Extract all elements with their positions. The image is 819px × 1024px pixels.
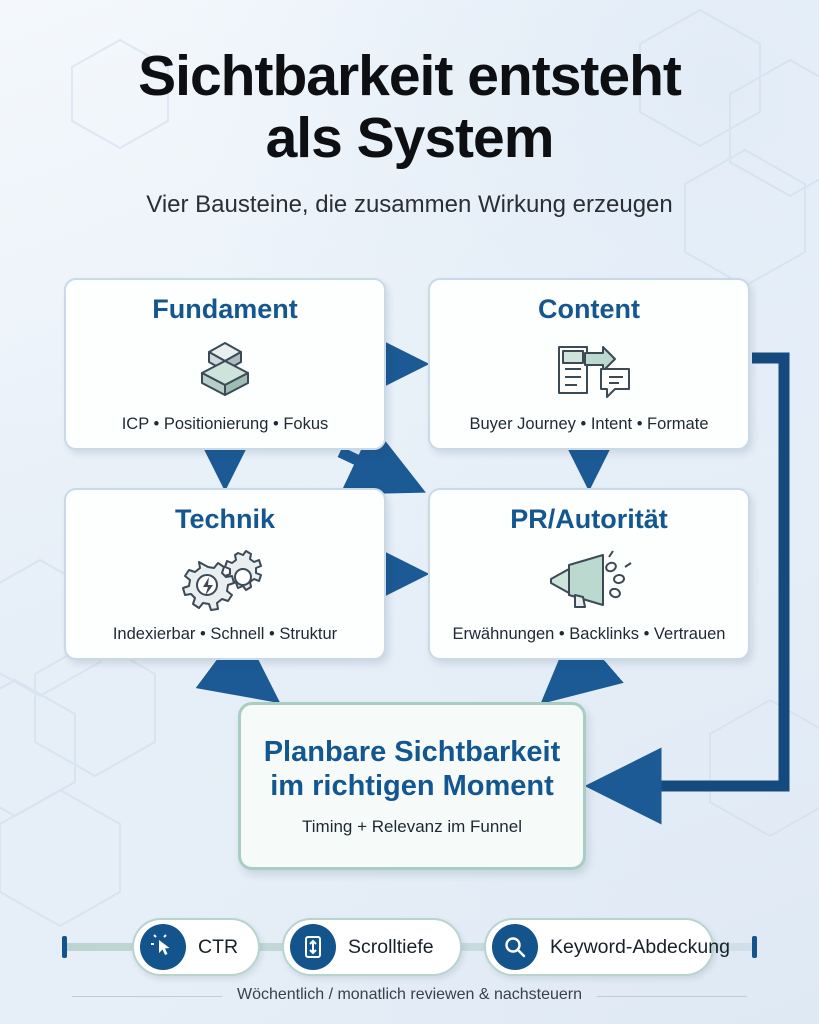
gears-bolt-icon — [66, 535, 384, 625]
page-title-line-1: Sichtbarkeit entsteht — [138, 44, 681, 108]
result-subtitle: Timing + Relevanz im Funnel — [302, 817, 522, 837]
metrics-footer — [0, 908, 819, 1024]
footnote-rule-left — [72, 996, 222, 997]
metric-label-keyword: Keyword-Abdeckung — [550, 935, 730, 958]
metric-pill-keyword-abdeckung[interactable] — [484, 918, 730, 976]
system-diagram — [0, 272, 819, 912]
header — [0, 46, 819, 219]
megaphone-icon — [430, 535, 748, 625]
page-subtitle: Vier Bausteine, die zusammen Wirkung erzeugen — [146, 191, 673, 219]
card-content-title: Content — [538, 294, 640, 324]
metric-pill-scrolltiefe[interactable] — [282, 918, 462, 976]
page-title-line-2: als System — [265, 105, 554, 170]
track-cap-right — [752, 936, 757, 958]
card-pr-autoritaet[interactable] — [428, 488, 750, 660]
metric-label-ctr: CTR — [198, 935, 239, 958]
card-pr-title: PR/Autorität — [510, 504, 668, 534]
footnote-rule-right — [597, 996, 747, 997]
layered-pyramid-icon — [66, 325, 384, 415]
card-fundament[interactable] — [64, 278, 386, 450]
cursor-click-icon — [140, 924, 186, 970]
card-content-subtitle: Buyer Journey • Intent • Formate — [469, 415, 709, 433]
metric-pill-ctr[interactable] — [132, 918, 260, 976]
footnote — [0, 986, 819, 1004]
card-technik-title: Technik — [174, 504, 276, 534]
card-technik[interactable] — [64, 488, 386, 660]
magnifier-icon — [492, 924, 538, 970]
metric-label-scrolltiefe: Scrolltiefe — [348, 935, 434, 958]
scroll-depth-icon — [290, 924, 336, 970]
result-line-2: im richtigen Moment — [270, 770, 554, 802]
page-title — [40, 46, 779, 169]
card-fundament-title: Fundament — [152, 294, 298, 324]
card-technik-subtitle: Indexierbar • Schnell • Struktur — [112, 625, 338, 643]
track-cap-left — [62, 936, 67, 958]
document-chat-icon — [430, 325, 748, 415]
result-line-1: Planbare Sichtbarkeit — [263, 735, 561, 768]
card-content[interactable] — [428, 278, 750, 450]
card-fundament-subtitle: ICP • Positionierung • Fokus — [121, 415, 329, 433]
footnote-text: Wöchentlich / monatlich reviewen & nachsteuern — [236, 986, 583, 1003]
result-card[interactable] — [238, 702, 586, 870]
card-pr-subtitle: Erwähnungen • Backlinks • Vertrauen — [452, 625, 726, 643]
